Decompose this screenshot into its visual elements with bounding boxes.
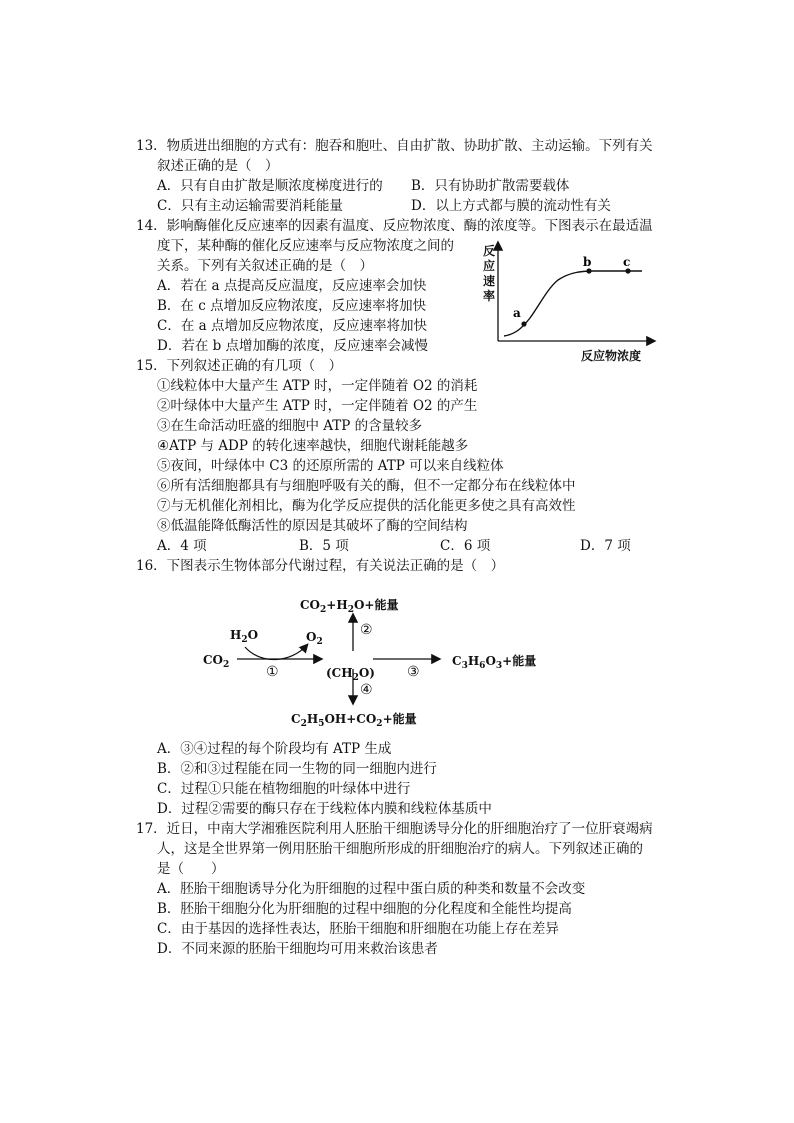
q13-stem-line-2: 叙述正确的是（ ）	[157, 158, 279, 174]
point-b-label: b	[583, 255, 592, 269]
point-c	[625, 268, 630, 273]
q14-stem-line-3: 关系。下列有关叙述正确的是（ ）	[157, 258, 373, 274]
water-to-oxygen-arc	[245, 645, 307, 660]
q15-stem-line-1: 15．下列叙述正确的有几项（ ）	[136, 358, 343, 374]
water-label: $H_2O$	[230, 628, 259, 645]
q13-option-a[interactable]: A．只有自由扩散是顺浓度梯度进行的	[157, 178, 383, 194]
center-substrate-label: $(CH_2O)$	[326, 666, 375, 683]
q16-option-a[interactable]: A．③④过程的每个阶段均有 ATP 生成	[157, 741, 392, 757]
q16-option-d[interactable]: D．过程②需要的酶只存在于线粒体内膜和线粒体基质中	[157, 801, 492, 817]
chart-x-label: 反应物浓度	[581, 349, 642, 363]
q14-option-c[interactable]: C．在 a 点增加反应物浓度，反应速率将加快	[157, 318, 427, 334]
q15-statement-5: ⑤夜间，叶绿体中 C3 的还原所需的 ATP 可以来自线粒体	[157, 458, 504, 474]
q16-stem-line-1: 16．下图表示生物体部分代谢过程，有关说法正确的是（ ）	[136, 558, 505, 574]
chart-y-label: 反应速率	[483, 244, 496, 303]
q15-statement-2: ②叶绿体中大量产生 ATP 时，一定伴随着 O2 的产生	[157, 398, 478, 414]
process-1-label: ①	[266, 664, 279, 680]
point-b	[586, 268, 591, 273]
q16-option-c[interactable]: C．过程①只能在植物细胞的叶绿体中进行	[157, 781, 411, 797]
q13-option-c[interactable]: C．只有主动运输需要消耗能量	[157, 198, 343, 214]
process-3-label: ③	[407, 664, 420, 680]
oxygen-label: $O_2$	[306, 630, 323, 647]
q15-option-b[interactable]: B．5 项	[299, 538, 349, 554]
q14-option-b[interactable]: B．在 c 点增加反应物浓度，反应速率将加快	[157, 298, 427, 314]
q15-statement-8: ⑧低温能降低酶活性的原因是其破坏了酶的空间结构	[157, 518, 468, 534]
q14-stem-line-2: 度下，某种酶的催化反应速率与反应物浓度之间的	[157, 238, 454, 254]
q14-option-d[interactable]: D．若在 b 点增加酶的浓度，反应速率会减慢	[157, 338, 429, 354]
q17-option-b[interactable]: B．胚胎干细胞分化为肝细胞的过程中细胞的分化程度和全能性均提高	[157, 901, 572, 917]
q17-option-c[interactable]: C．由于基因的选择性表达，胚胎干细胞和肝细胞在功能上存在差异	[157, 921, 559, 937]
point-a	[521, 321, 526, 326]
q15-option-a[interactable]: A．4 项	[157, 538, 207, 554]
process-2-label: ②	[360, 622, 373, 638]
q15-statement-6: ⑥所有活细胞都具有与细胞呼吸有关的酶，但不一定都分布在线粒体中	[157, 478, 576, 494]
q14-stem-line-1: 14．影响酶催化反应速率的因素有温度、反应物浓度、酶的浓度等。下图表示在最适温	[136, 218, 653, 234]
q15-option-d[interactable]: D．7 项	[580, 538, 631, 554]
q17-option-d[interactable]: D．不同来源的胚胎干细胞均可用来救治该患者	[157, 941, 438, 957]
q13-stem-line-1: 13．物质进出细胞的方式有：胞吞和胞吐、自由扩散、协助扩散、主动运输。下列有关	[136, 138, 653, 154]
q17-stem-line-2: 人，这是全世界第一例用胚胎干细胞所形成的肝细胞治疗的病人。下列叙述正确的	[157, 841, 643, 857]
q17-stem-line-1: 17．近日，中南大学湘雅医院利用人胚胎干细胞诱导分化的肝细胞治疗了一位肝衰竭病	[136, 821, 653, 837]
left-co2-label: $CO_2$	[203, 653, 230, 670]
q15-statement-7: ⑦与无机催化剂相比，酶为化学反应提供的活化能更多使之具有高效性	[157, 498, 576, 514]
right-product-label: $C_3H_6O_3+$能量	[452, 654, 537, 671]
q15-option-c[interactable]: C．6 项	[440, 538, 491, 554]
point-c-label: c	[623, 255, 631, 269]
q13-option-b[interactable]: B．只有协助扩散需要载体	[411, 178, 570, 194]
q14-option-a[interactable]: A．若在 a 点提高反应温度，反应速率会加快	[157, 278, 427, 294]
q17-option-a[interactable]: A．胚胎干细胞诱导分化为肝细胞的过程中蛋白质的种类和数量不会改变	[157, 881, 586, 897]
q13-option-d[interactable]: D．以上方式都与膜的流动性有关	[411, 198, 611, 214]
bottom-product-label: $C_2H_5OH+CO_2+$能量	[291, 712, 417, 729]
q15-statement-1: ①线粒体中大量产生 ATP 时，一定伴随着 O2 的消耗	[157, 378, 478, 394]
q16-option-b[interactable]: B．②和③过程能在同一生物的同一细胞内进行	[157, 761, 437, 777]
q17-stem-line-3: 是（ ）	[157, 861, 225, 877]
q15-statement-4: ④ATP 与 ADP 的转化速率越快，细胞代谢耗能越多	[157, 438, 469, 454]
point-a-label: a	[513, 306, 521, 320]
top-product-label: $CO_2+H_2O+$能量	[300, 598, 399, 615]
q15-statement-3: ③在生命活动旺盛的细胞中 ATP 的含量较多	[157, 418, 423, 434]
process-4-label: ④	[360, 682, 373, 698]
